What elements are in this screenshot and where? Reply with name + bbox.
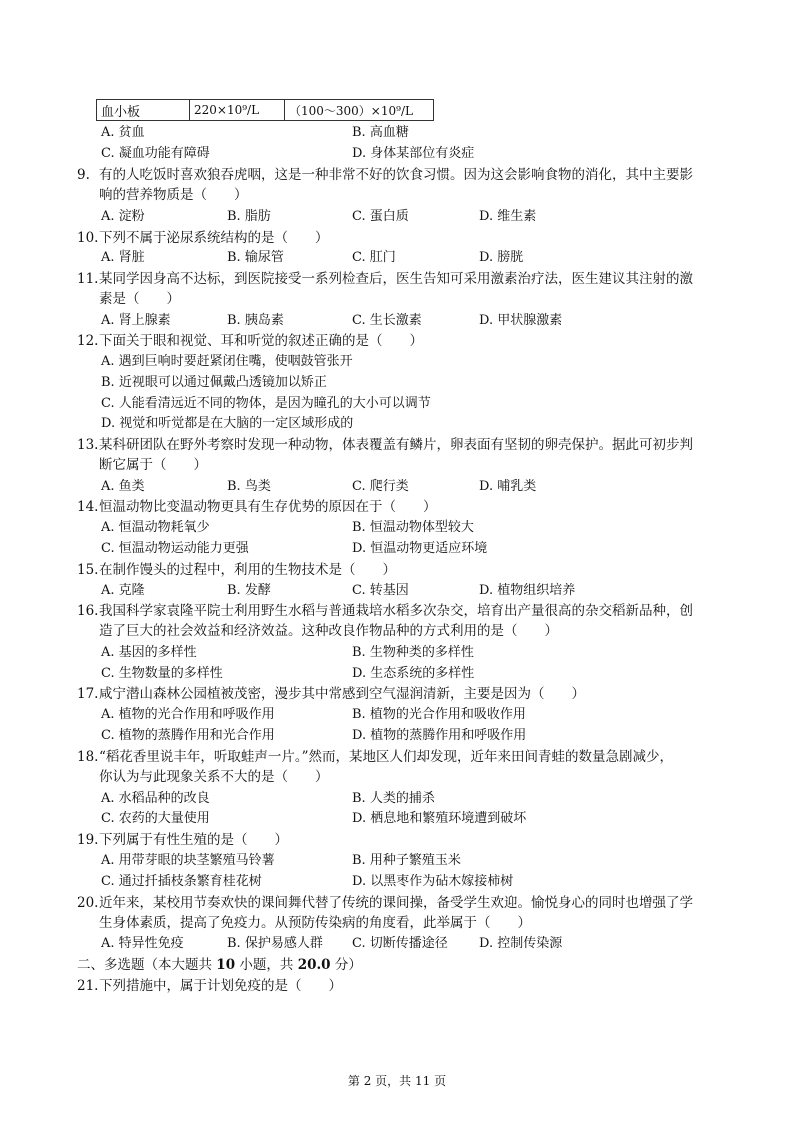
q12-option-a: A. 遇到巨响时要赶紧闭住嘴，使咽鼓管张开	[101, 354, 353, 369]
q20-option-b: B. 保护易感人群	[227, 936, 323, 951]
q18-stem-line1: “稻花香里说丰年，听取蛙声一片。”然而，某地区人们却发现，近年来田间青蛙的数量急剧减少，	[99, 749, 674, 765]
q10-option-a: A. 肾脏	[101, 250, 145, 265]
q16-option-a: A. 基因的多样性	[101, 645, 197, 660]
q15-stem: 在制作馒头的过程中，利用的生物技术是（ ）	[99, 562, 396, 578]
q19-option-d: D. 以黑枣作为砧木嫁接柿树	[352, 874, 514, 889]
q19-stem: 下列属于有性生殖的是（ ）	[99, 832, 288, 848]
q8-option-c: C. 凝血功能有障碍	[101, 146, 210, 161]
q20-stem-line1: 近年来，某校用节奏欢快的课间舞代替了传统的课间操，备受学生欢迎。愉悦身心的同时也增强了学	[99, 895, 693, 911]
q14-option-a: A. 恒温动物耗氧少	[101, 520, 210, 535]
q11-stem-line2: 素是（ ）	[99, 291, 180, 307]
q8-option-a: A. 贫血	[101, 125, 145, 140]
q16-option-c: C. 生物数量的多样性	[101, 666, 223, 681]
q10-option-b: B. 输尿管	[227, 250, 284, 265]
q17-option-c: C. 植物的蒸腾作用和光合作用	[101, 728, 275, 743]
q17-option-b: B. 植物的光合作用和吸收作用	[352, 707, 526, 722]
q17-option-d: D. 植物的蒸腾作用和呼吸作用	[352, 728, 527, 743]
section-heading-count: 10	[216, 957, 236, 973]
q13-option-b: B. 鸟类	[227, 479, 271, 494]
q12-stem: 下面关于眼和视觉、耳和听觉的叙述正确的是（ ）	[99, 333, 423, 349]
q11-option-d: D. 甲状腺激素	[479, 313, 563, 328]
q11-number: 11.	[77, 271, 99, 287]
q15-option-b: B. 发酵	[227, 583, 271, 598]
q16-stem-line2: 造了巨大的社会效益和经济效益。这种改良作物品种的方式利用的是（ ）	[99, 623, 558, 639]
q10-option-d: D. 膀胱	[479, 250, 524, 265]
q18-stem-line2: 你认为与此现象关系不大的是（ ）	[99, 769, 329, 785]
q20-option-c: C. 切断传播途径	[352, 936, 448, 951]
q14-number: 14.	[77, 499, 99, 515]
q18-number: 18.	[77, 749, 99, 765]
q20-option-a: A. 特异性免疫	[101, 936, 184, 951]
q17-number: 17.	[77, 686, 99, 702]
q17-option-a: A. 植物的光合作用和呼吸作用	[101, 707, 275, 722]
blood-test-table	[96, 99, 434, 121]
q10-number: 10.	[77, 230, 99, 246]
table-cell-result: 220×10⁹/L	[190, 100, 285, 121]
table-row	[97, 100, 434, 121]
q20-option-d: D. 控制传染源	[479, 936, 563, 951]
q21-stem: 下列措施中，属于计划免疫的是（ ）	[99, 978, 342, 994]
q13-stem-line1: 某科研团队在野外考察时发现一种动物，体表覆盖有鳞片，卵表面有坚韧的卵壳保护。据此可初步判	[99, 437, 693, 453]
q9-stem-line1: 有的人吃饭时喜欢狼吞虎咽，这是一种非常不好的饮食习惯。因为这会影响食物的消化，其中主要影	[99, 167, 693, 183]
q11-option-a: A. 肾上腺素	[101, 313, 171, 328]
q15-option-c: C. 转基因	[352, 583, 409, 598]
q13-number: 13.	[77, 437, 99, 453]
section-heading-multiple-choice	[77, 955, 362, 975]
q18-option-a: A. 水稻品种的改良	[101, 791, 210, 806]
q19-option-c: C. 通过扦插枝条繁育桂花树	[101, 874, 262, 889]
q8-option-d: D. 身体某部位有炎症	[352, 146, 475, 161]
q12-option-b: B. 近视眼可以通过佩戴凸透镜加以矫正	[101, 375, 327, 390]
q9-stem-line2: 响的营养物质是（ ）	[99, 187, 248, 203]
q20-number: 20.	[77, 895, 99, 911]
q20-stem-line2: 生身体素质，提高了免疫力。从预防传染病的角度看，此举属于（ ）	[99, 915, 531, 931]
section-heading-score: 20.0	[297, 957, 331, 973]
q18-option-c: C. 农药的大量使用	[101, 811, 210, 826]
table-cell-reference: （100～300）×10⁹/L	[285, 100, 434, 121]
q9-option-c: C. 蛋白质	[352, 209, 409, 224]
q9-option-a: A. 淀粉	[101, 209, 145, 224]
q18-option-d: D. 栖息地和繁殖环境遭到破坏	[352, 811, 527, 826]
q19-option-a: A. 用带芽眼的块茎繁殖马铃薯	[101, 853, 275, 868]
q11-stem-line1: 某同学因身高不达标，到医院接受一系列检查后，医生告知可采用激素治疗法，医生建议其注射的激	[99, 271, 693, 287]
q11-option-c: C. 生长激素	[352, 313, 422, 328]
q16-option-d: D. 生态系统的多样性	[352, 666, 475, 681]
q14-option-d: D. 恒温动物更适应环境	[352, 541, 488, 556]
q19-number: 19.	[77, 832, 99, 848]
q13-option-c: C. 爬行类	[352, 479, 409, 494]
q9-option-b: B. 脂肪	[227, 209, 271, 224]
q12-option-d: D. 视觉和听觉都是在大脑的一定区域形成的	[101, 416, 354, 431]
q8-option-b: B. 高血糖	[352, 125, 409, 140]
q15-number: 15.	[77, 562, 99, 578]
q19-option-b: B. 用种子繁殖玉米	[352, 853, 461, 868]
section-heading-prefix: 二、多选题（本大题共	[77, 957, 217, 973]
q15-option-d: D. 植物组织培养	[479, 583, 576, 598]
page-footer: 第 2 页，共 11 页	[347, 1074, 447, 1088]
q12-option-c: C. 人能看清远近不同的物体，是因为瞳孔的大小可以调节	[101, 396, 431, 411]
table-cell-item: 血小板	[97, 100, 190, 121]
q14-option-c: C. 恒温动物运动能力更强	[101, 541, 249, 556]
q14-option-b: B. 恒温动物体型较大	[352, 520, 474, 535]
q10-option-c: C. 肛门	[352, 250, 396, 265]
section-heading-mid: 小题，共	[235, 957, 298, 973]
q21-number: 21.	[77, 978, 99, 994]
q9-number: 9.	[77, 167, 90, 183]
q9-option-d: D. 维生素	[479, 209, 537, 224]
q15-option-a: A. 克隆	[101, 583, 145, 598]
q16-stem-line1: 我国科学家袁隆平院士利用野生水稻与普通栽培水稻多次杂交，培育出产量很高的杂交稻新品种，创	[99, 603, 693, 619]
q16-option-b: B. 生物种类的多样性	[352, 645, 474, 660]
q16-number: 16.	[77, 603, 99, 619]
q13-stem-line2: 断它属于（ ）	[99, 457, 207, 473]
q18-option-b: B. 人类的捕杀	[352, 791, 435, 806]
q14-stem: 恒温动物比变温动物更具有生存优势的原因在于（ ）	[99, 499, 437, 515]
q10-stem: 下列不属于泌尿系统结构的是（ ）	[99, 230, 329, 246]
q12-number: 12.	[77, 333, 99, 349]
q11-option-b: B. 胰岛素	[227, 313, 284, 328]
q13-option-a: A. 鱼类	[101, 479, 145, 494]
q13-option-d: D. 哺乳类	[479, 479, 537, 494]
q17-stem: 咸宁潜山森林公园植被茂密，漫步其中常感到空气湿润清新，主要是因为（ ）	[99, 686, 585, 702]
section-heading-suffix: 分）	[330, 957, 362, 973]
